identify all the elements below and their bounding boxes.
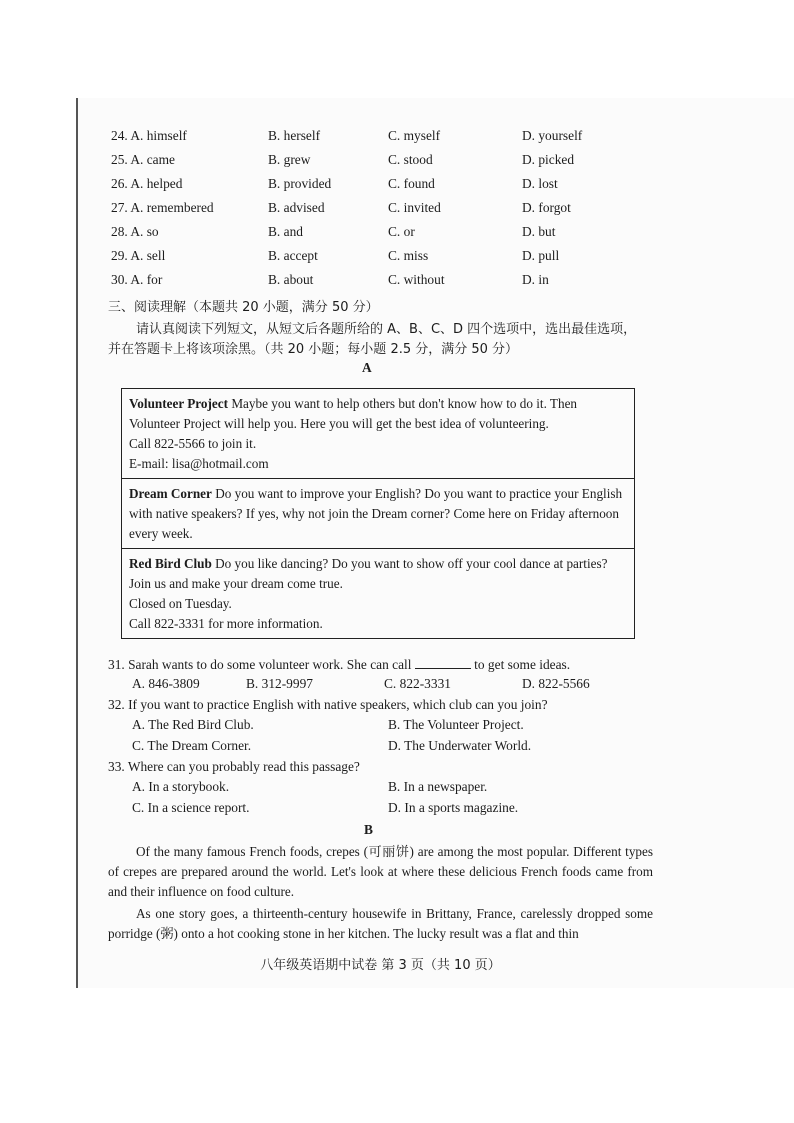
ad-text: Do you want to improve your English? Do you want to practice your English with native speakers? If yes, why not join the Dream corner? Come here on Friday afternoon every week. bbox=[129, 486, 623, 541]
ad-phone: Call 822-5566 to join it. bbox=[129, 436, 257, 451]
question-32-stem: 32. If you want to practice English with native speakers, which club can you join? bbox=[108, 697, 548, 712]
option-a: 25. A. came bbox=[111, 152, 175, 167]
question-33-options-cd bbox=[108, 800, 653, 820]
option-c: C. stood bbox=[388, 152, 433, 167]
option-b: B. advised bbox=[268, 200, 325, 215]
option-c: C. myself bbox=[388, 128, 441, 143]
section-title: 三、阅读理解（本题共 20 小题，满分 50 分） bbox=[108, 300, 379, 315]
ad-phone: Call 822-3331 for more information. bbox=[129, 616, 323, 631]
option-d: D. forgot bbox=[522, 200, 571, 215]
option-a: 27. A. remembered bbox=[111, 200, 214, 215]
option-b: B. In a newspaper. bbox=[388, 779, 488, 794]
option-b: B. accept bbox=[268, 248, 318, 263]
option-c: C. miss bbox=[388, 248, 429, 263]
option-a: A. 846-3809 bbox=[132, 676, 200, 691]
option-d: D. lost bbox=[522, 176, 558, 191]
option-a: 30. A. for bbox=[111, 272, 163, 287]
option-b: B. The Volunteer Project. bbox=[388, 717, 524, 732]
instruction-line-1: 请认真阅读下列短文，从短文后各题所给的 A、B、C、D 四个选项中，选出最佳选项， bbox=[136, 322, 637, 337]
question-33-stem: 33. Where can you probably read this passage? bbox=[108, 759, 360, 774]
ad-title: Red Bird Club bbox=[129, 556, 212, 571]
question-27-options bbox=[108, 200, 653, 220]
option-b: B. provided bbox=[268, 176, 332, 191]
page-footer: 八年级英语期中试卷 第 3 页（共 10 页） bbox=[260, 958, 501, 973]
option-d: D. pull bbox=[522, 248, 560, 263]
option-d: D. picked bbox=[522, 152, 575, 167]
passage-b-label: B bbox=[364, 822, 373, 837]
option-c: C. without bbox=[388, 272, 445, 287]
option-a: 29. A. sell bbox=[111, 248, 166, 263]
question-31-options bbox=[108, 676, 653, 696]
ad-title: Dream Corner bbox=[129, 486, 212, 501]
option-c: C. invited bbox=[388, 200, 441, 215]
option-c: C. The Dream Corner. bbox=[132, 738, 252, 753]
option-a: 24. A. himself bbox=[111, 128, 187, 143]
option-b: B. about bbox=[268, 272, 314, 287]
option-d: D. in bbox=[522, 272, 549, 287]
question-25-options bbox=[108, 152, 653, 172]
option-d: D. 822-5566 bbox=[522, 676, 590, 691]
stem-text: to get some ideas. bbox=[474, 657, 571, 672]
question-29-options bbox=[108, 248, 653, 268]
question-32-options-cd bbox=[108, 738, 653, 758]
option-b: B. herself bbox=[268, 128, 321, 143]
option-c: C. 822-3331 bbox=[384, 676, 451, 691]
option-c: C. In a science report. bbox=[132, 800, 250, 815]
question-33-options-ab bbox=[108, 779, 653, 799]
option-a: 26. A. helped bbox=[111, 176, 183, 191]
volunteer-project-ad bbox=[122, 389, 634, 478]
passage-b-paragraph-1: Of the many famous French foods, crepes (可丽饼) are among the most popular. Different types of crepes are prepared around the world. Let's look at where these delicious French foods came from and their influence on food culture. bbox=[108, 844, 653, 899]
option-b: B. and bbox=[268, 224, 303, 239]
passage-a-label: A bbox=[362, 360, 372, 375]
ad-email: E-mail: lisa@hotmail.com bbox=[129, 456, 269, 471]
instruction-line-2: 并在答题卡上将该项涂黑。（共 20 小题；每小题 2.5 分，满分 50 分） bbox=[108, 342, 519, 357]
dream-corner-ad bbox=[122, 478, 634, 548]
question-24-options bbox=[108, 128, 653, 148]
option-c: C. found bbox=[388, 176, 435, 191]
option-b: B. grew bbox=[268, 152, 311, 167]
option-c: C. or bbox=[388, 224, 415, 239]
stem-text: 31. Sarah wants to do some volunteer work. She can call bbox=[108, 657, 412, 672]
option-d: D. but bbox=[522, 224, 556, 239]
question-31-stem bbox=[108, 656, 570, 673]
red-bird-club-ad bbox=[122, 548, 634, 638]
option-a: A. In a storybook. bbox=[132, 779, 230, 794]
question-32-options-ab bbox=[108, 717, 653, 737]
ad-closed-day: Closed on Tuesday. bbox=[129, 596, 232, 611]
passage-a-ads bbox=[121, 388, 635, 639]
option-d: D. yourself bbox=[522, 128, 583, 143]
question-28-options bbox=[108, 224, 653, 244]
question-30-options bbox=[108, 272, 653, 292]
passage-b-paragraph-2: As one story goes, a thirteenth-century housewife in Brittany, France, carelessly dropped some porridge (粥) onto a hot cooking stone in her kitchen. The lucky result was a flat and thin bbox=[108, 906, 653, 941]
option-d: D. In a sports magazine. bbox=[388, 800, 519, 815]
ad-title: Volunteer Project bbox=[129, 396, 229, 411]
option-a: 28. A. so bbox=[111, 224, 159, 239]
ad-text: Do you like dancing? Do you want to show off your cool dance at parties? Join us and make your dream come true. bbox=[129, 556, 608, 591]
option-a: A. The Red Bird Club. bbox=[132, 717, 254, 732]
answer-blank bbox=[415, 656, 471, 669]
binding-line bbox=[76, 98, 78, 988]
option-d: D. The Underwater World. bbox=[388, 738, 532, 753]
option-b: B. 312-9997 bbox=[246, 676, 313, 691]
ad-text: Maybe you want to help others but don't know how to do it. Then Volunteer Project will help you. Here you will get the best idea of volunteering. bbox=[129, 396, 578, 431]
question-26-options bbox=[108, 176, 653, 196]
